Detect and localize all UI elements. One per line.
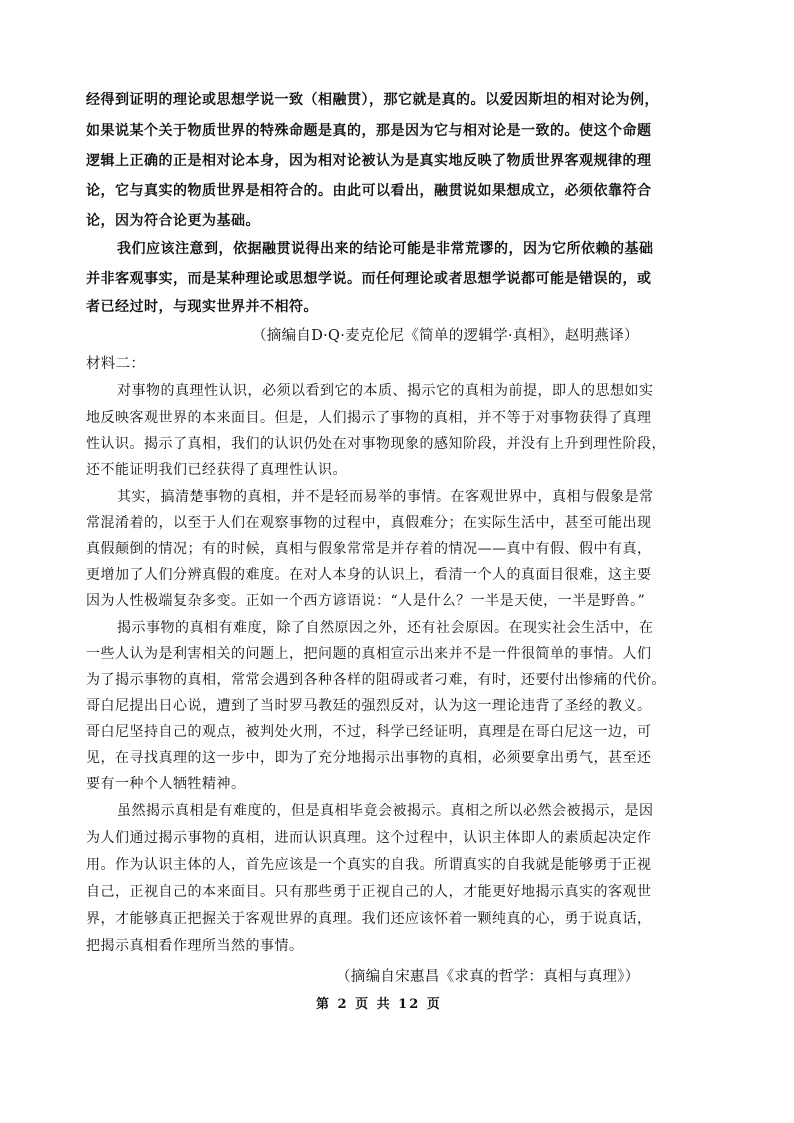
- text-line: 其实，搞清楚事物的真相，并不是轻而易举的事情。在客观世界中，真相与假象是常: [117, 489, 654, 505]
- text-line: 为人们通过揭示事物的真相，进而认识真理。这个过程中，认识主体即人的素质起决定作: [86, 830, 652, 846]
- text-line: 还不能证明我们已经获得了真理性认识。: [86, 462, 347, 478]
- text-line: 经得到证明的理论或思想学说一致（相融贯），那它就是真的。以爱因斯坦的相对论为例，: [86, 92, 659, 108]
- section-label: 材料二：: [86, 356, 146, 372]
- text-line: 一些人认为是利害相关的问题上，把问题的真相宣示出来并不是一件很简单的事情。人们: [86, 646, 652, 662]
- page-number: 第 2 页 共 12 页: [316, 997, 442, 1012]
- text-line: 因为人性极端复杂多变。正如一个西方谚语说：“人是什么？一半是天使，一半是野兽。”: [86, 593, 646, 609]
- text-line: 并非客观事实，而是某种理论或思想学说。而任何理论或者思想学说都可能是错误的，或: [86, 271, 652, 287]
- text-line: 自己，正视自己的本来面目。只有那些勇于正视自己的人，才能更好地揭示真实的客观世: [86, 884, 652, 900]
- text-line: 我们应该注意到，依据融贯说得出来的结论可能是非常荒谬的，因为它所依赖的基础: [117, 241, 654, 257]
- text-line: 哥白尼提出日心说，遭到了当时罗马教廷的强烈反对，认为这一理论违背了圣经的教义。: [86, 698, 652, 714]
- text-line: 虽然揭示真相是有难度的，但是真相毕竟会被揭示。真相之所以必然会被揭示，是因: [117, 803, 654, 819]
- text-line: 界，才能够真正把握关于客观世界的真理。我们还应该怀着一颗纯真的心，勇于说真话，: [86, 911, 652, 927]
- text-line: 把揭示真相看作理所当然的事情。: [86, 938, 304, 954]
- text-line: 为了揭示事物的真相，常常会遇到各种各样的阻碍或者刁难，有时，还要付出惨痛的代价。: [86, 672, 666, 688]
- text-line: 如果说某个关于物质世界的特殊命题是真的，那是因为它与相对论是一致的。使这个命题: [86, 123, 652, 139]
- text-line: 地反映客观世界的本来面目。但是，人们揭示了事物的真相，并不等于对事物获得了真理: [86, 410, 652, 426]
- text-line: 更增加了人们分辨真假的难度。在对人本身的认识上，看清一个人的真面目很难，这主要: [86, 567, 652, 583]
- text-line: 见，在寻找真理的这一步中，即为了充分地揭示出事物的真相，必须要拿出勇气，甚至还: [86, 750, 652, 766]
- text-line: 论，它与真实的物质世界是相符合的。由此可以看出，融贯说如果想成立，必须依靠符合: [86, 183, 652, 199]
- text-line: 逻辑上正确的正是相对论本身，因为相对论被认为是真实地反映了物质世界客观规律的理: [86, 153, 652, 169]
- text-line: 揭示事物的真相有难度，除了自然原因之外，还有社会原因。在现实社会生活中，在: [117, 620, 654, 636]
- source-citation: （摘编自宋惠昌《求真的哲学：真相与真理》）: [336, 969, 640, 985]
- text-line: 性认识。揭示了真相，我们的认识仍处在对事物现象的感知阶段，并没有上升到理性阶段，: [86, 436, 666, 452]
- text-line: 哥白尼坚持自己的观点，被判处火刑，不过，科学已经证明，真理是在哥白尼这一边，可: [86, 724, 652, 740]
- text-line: 用。作为认识主体的人，首先应该是一个真实的自我。所谓真实的自我就是能够勇于正视: [86, 857, 652, 873]
- source-citation: （摘编自D·Q·麦克伦尼《简单的逻辑学·真相》，赵明燕译）: [252, 328, 639, 344]
- text-line: 对事物的真理性认识，必须以看到它的本质、揭示它的真相为前提，即人的思想如实: [117, 383, 654, 399]
- text-line: 论，因为符合论更为基础。: [86, 213, 260, 229]
- text-line: 常混淆着的，以至于人们在观察事物的过程中，真假难分；在实际生活中，甚至可能出现: [86, 515, 652, 531]
- text-line: 者已经过时，与现实世界并不相符。: [86, 299, 318, 315]
- text-line: 要有一种个人牺牲精神。: [86, 776, 246, 792]
- text-line: 真假颠倒的情况；有的时候，真相与假象常常是并存着的情况——真中有假、假中有真，: [86, 541, 652, 557]
